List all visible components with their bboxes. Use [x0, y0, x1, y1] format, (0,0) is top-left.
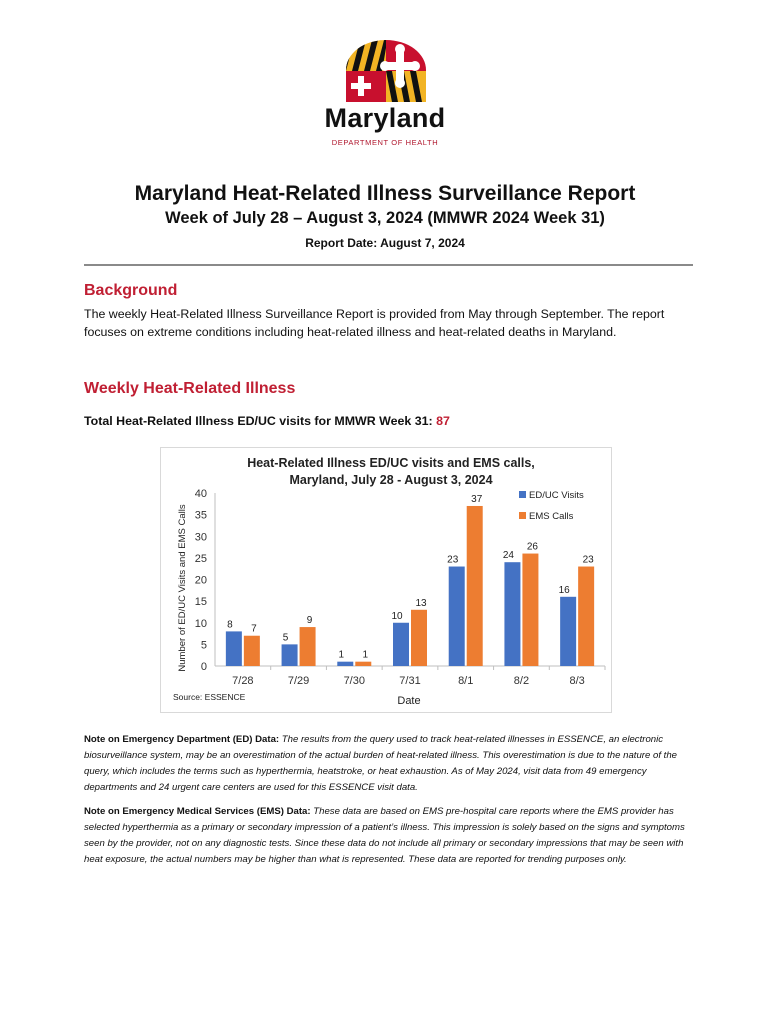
ems-note-text: These data are based on EMS pre-hospital care reports where the EMS provider has selected hyperthermia as a primary or secondary impression of a patient’s illness. This impression is solely based on the signs and symptoms seen by the provider, not on any diagnostic tests. Since these data do not include all primary or secondary impressions that may be seen with heat exposure, the actual numbers may be higher than what is represented. These data are reported for trending purposes only.: [84, 806, 685, 865]
y-tick-label: 0: [200, 661, 207, 673]
bar-data-label: 7: [251, 623, 257, 635]
bar-ems: [300, 627, 316, 666]
bar-data-label: 9: [306, 615, 313, 627]
report-week: Week of July 28 – August 3, 2024 (MMWR 2024 Week 31): [165, 209, 605, 227]
bar-data-label: 13: [415, 597, 427, 609]
x-tick-label: 7/31: [399, 675, 421, 687]
bar-ems: [244, 636, 260, 666]
ed-note-heading: Note on Emergency Department (ED) Data:: [84, 734, 280, 745]
background-text: The weekly Heat-Related Illness Surveillance Report is provided from May through September. The report focuses on extreme conditions including heat-related illness and heat-related deaths in Maryland.: [84, 307, 665, 339]
ed-note-text: The results from the query used to track heat-related illnesses in ESSENCE, an electronic biosurveillance system, may be an overestimation of the actual burden of heat-related illness. This overestimation is due to the nature of the query, which includes the terms such as hyperthermia, heatstroke, or heat exhaustion. As of May 2024, visit data from 49 emergency departments and 24 urgent care centers are used for this ESSENCE visit data.: [84, 734, 677, 793]
total-visits-label: Total Heat-Related Illness ED/UC visits for MMWR Week 31:: [84, 414, 433, 428]
bar-ems: [467, 506, 483, 666]
chart-source: Source: ESSENCE: [173, 692, 246, 702]
report-title: Maryland Heat-Related Illness Surveillance Report: [134, 182, 636, 205]
x-tick-label: 8/3: [569, 675, 585, 687]
y-tick-label: 20: [194, 574, 207, 587]
bar-data-label: 37: [471, 493, 483, 505]
x-tick-label: 7/30: [343, 675, 365, 687]
legend-swatch: [519, 491, 526, 498]
header-divider: [84, 264, 693, 266]
total-visits-line: [84, 414, 450, 428]
bar-ems: [411, 610, 427, 666]
y-tick-label: 5: [200, 639, 207, 652]
bar-ed-uc: [504, 562, 520, 666]
bar-data-label: 1: [338, 649, 345, 661]
x-tick-label: 7/29: [287, 675, 310, 687]
total-visits-value: 87: [436, 414, 450, 428]
brand-name: Maryland: [324, 103, 446, 133]
bar-ems: [355, 662, 371, 666]
chart-x-label: Date: [397, 695, 421, 707]
chart-title: Heat-Related Illness ED/UC visits and EMS calls,: [247, 456, 535, 470]
bar-ed-uc: [449, 567, 465, 666]
bar-data-label: 23: [447, 554, 459, 566]
bar-ems: [578, 567, 594, 666]
bar-data-label: 8: [227, 619, 233, 631]
bar-data-label: 24: [502, 550, 514, 562]
bar-data-label: 10: [391, 610, 403, 622]
bar-ed-uc: [393, 623, 409, 666]
bar-ed-uc: [282, 644, 298, 666]
chart-legend: [519, 490, 584, 522]
bar-data-label: 1: [362, 649, 369, 661]
y-tick-label: 40: [194, 488, 207, 500]
chart-canvas: [161, 448, 611, 712]
weekly-heading: Weekly Heat-Related Illness: [84, 380, 296, 397]
ems-data-note: [84, 804, 696, 868]
background-heading: Background: [84, 282, 178, 299]
legend-label: ED/UC Visits: [529, 490, 584, 501]
legend-swatch: [519, 512, 526, 519]
bar-ems: [522, 554, 538, 666]
department-name: DEPARTMENT OF HEALTH: [331, 138, 439, 147]
bar-data-label: 23: [582, 554, 594, 566]
bar-data-label: 5: [282, 632, 289, 644]
y-tick-label: 10: [194, 617, 207, 630]
bar-ed-uc: [226, 631, 242, 666]
bar-ed-uc: [560, 597, 576, 666]
bar-data-label: 16: [558, 584, 570, 596]
x-tick-label: 8/2: [513, 675, 530, 687]
y-tick-label: 15: [194, 596, 207, 609]
bar-ed-uc: [337, 662, 353, 666]
ed-data-note: [84, 732, 696, 796]
y-tick-label: 30: [194, 531, 207, 544]
report-date: Report Date: August 7, 2024: [305, 236, 465, 250]
legend-label: EMS Calls: [529, 511, 574, 522]
y-tick-label: 35: [194, 509, 207, 522]
bar-chart: [160, 447, 612, 713]
ems-note-heading: Note on Emergency Medical Services (EMS) Data:: [84, 806, 311, 817]
x-tick-label: 7/28: [232, 675, 254, 687]
bar-data-label: 26: [526, 541, 538, 553]
chart-y-label: Number of ED/UC Visits and EMS Calls: [177, 504, 188, 672]
x-tick-label: 8/1: [458, 675, 474, 687]
maryland-flag-logo: [340, 40, 432, 102]
y-tick-label: 25: [194, 552, 207, 565]
chart-subtitle: Maryland, July 28 - August 3, 2024: [289, 473, 493, 487]
